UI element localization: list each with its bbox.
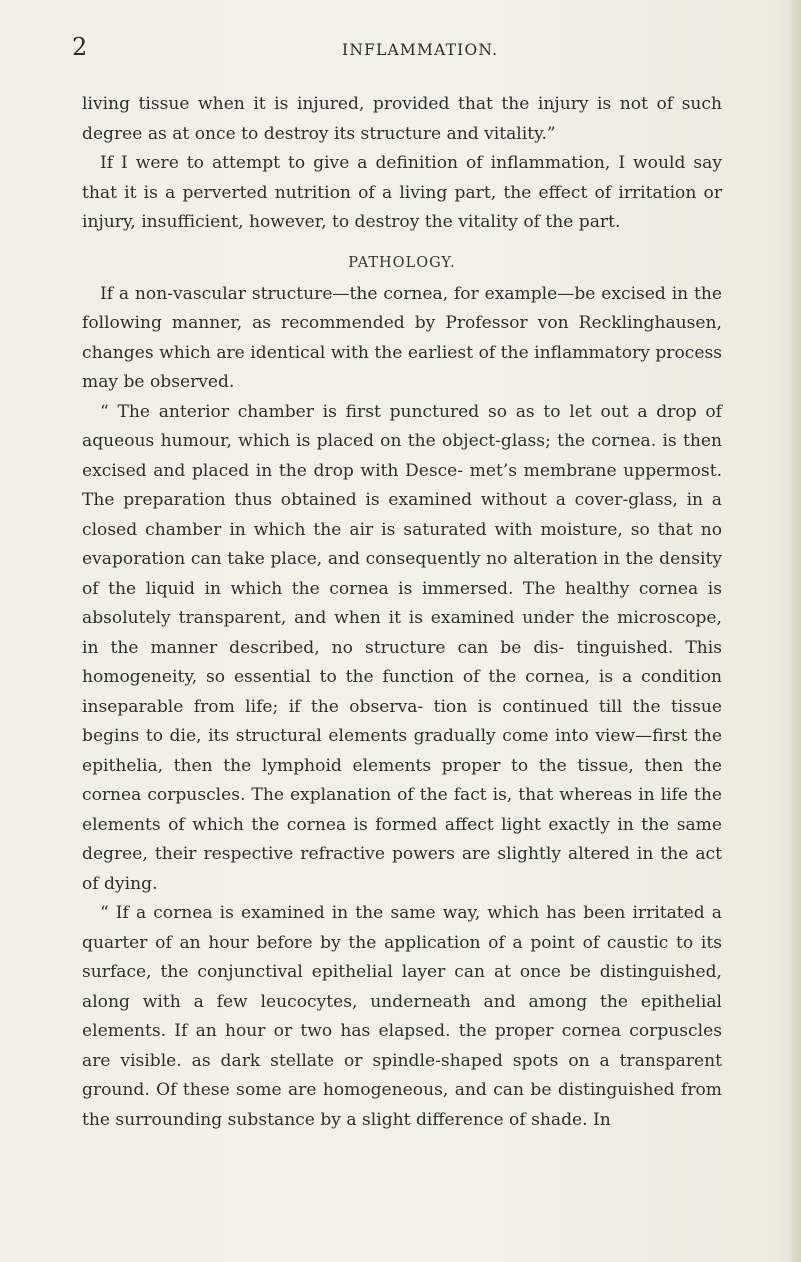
paragraph-continuation: living tissue when it is injured, provided that the injury is not of such degree as at once to destroy its structure and vitality.”: [82, 94, 722, 144]
section-heading: PATHOLOGY.: [348, 254, 456, 271]
page-header: [72, 34, 722, 64]
paragraph-quote-cornea: “ The anterior chamber is first punctured so as to let out a drop of aqueous humour, which is placed on the object-glass; the cornea. is then excised and placed in the drop with Desce- met’s membrane uppermost. The preparation thus obtained is examined without a cover-glass, in a closed chamber in which the air is saturated with moisture, so that no evaporation can take place, and consequently no alteration in the density of the liquid in which the cornea is immersed. The healthy cornea is absolutely transparent, and when it is examined under the microscope, in the manner described, no structure can be dis- tinguished. This homogeneity, so essential to the function of the cornea, is a condition inseparable from life; if the observa- tion is continued till the tissue begins to die, its structural elements gradually come into view—first the epithelia, then the lymphoid elements proper to the tissue, then the cornea corpuscles. The explanation of the fact is, that whereas in life the elements of which the cornea is formed affect light exactly in the same degree, their respective refractive powers are slightly altered in the act of dying.: [82, 401, 722, 894]
paragraph-pathology-intro: If a non-vascular structure—the cornea, for example—be excised in the following manner, as recommended by Professor von Recklinghausen, changes which are identical with the earliest of the inflammatory process may be observed.: [82, 283, 722, 392]
paragraph-definition: If I were to attempt to give a definition of inflammation, I would say that it is a perverted nutrition of a living part, the effect of irritation or injury, insufficient, however, to destroy the vitality of the part.: [82, 153, 722, 232]
running-title: INFLAMMATION.: [342, 41, 499, 59]
page-number: 2: [72, 33, 88, 61]
body-text: [82, 90, 722, 1135]
paragraph-quote-irritated: “ If a cornea is examined in the same way, which has been irritated a quarter of an hour before by the application of a point of caustic to its surface, the conjunctival epithelial layer can at once be distinguished, along with a few leucocytes, underneath and among the epithelial elements. If an hour or two has elapsed. the proper cornea corpuscles are visible. as dark stellate or spindle-shaped spots on a transparent ground. Of these some are homogeneous, and can be distinguished from the surrounding substance by a slight difference of shade. In: [82, 903, 722, 1130]
page-edge-shadow: [787, 0, 801, 1262]
